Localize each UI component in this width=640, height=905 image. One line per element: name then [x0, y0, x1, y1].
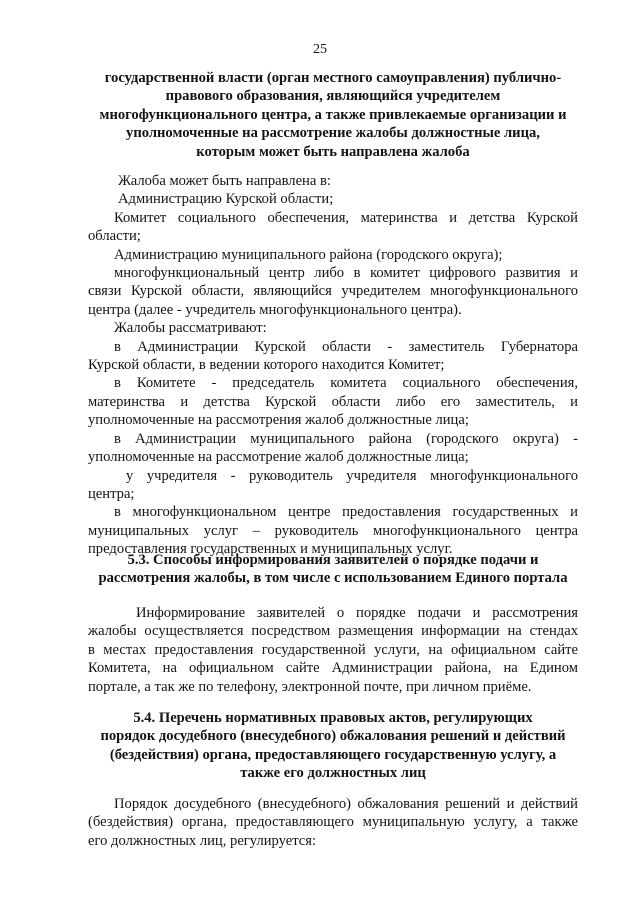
text-line: уполномоченные на рассмотрения жалоб должностные лица; [88, 412, 469, 429]
section-5-3-title [88, 551, 578, 588]
text-line: центра (далее - учредитель многофункционального центра). [88, 301, 462, 318]
section-title-line: также его должностных лиц [240, 765, 426, 782]
complaint-addressees-text [88, 172, 578, 559]
text-line: связи Курской области, являющийся учредителем многофункционального [88, 283, 578, 300]
section-title-line: 5.4. Перечень нормативных правовых актов, регулирующих [133, 710, 533, 726]
text-line: многофункциональный центр либо в комитет цифрового развития и [114, 265, 578, 282]
text-line: у учредителя - руководитель учредителя многофункционального [126, 467, 578, 484]
section-5-4-text [88, 795, 578, 850]
heading-line: которым может быть направлена жалоба [196, 143, 470, 160]
section-heading [88, 69, 578, 161]
text-line: в Комитете - председатель комитета социального обеспечения, [114, 375, 578, 392]
section-title-line: 5.3. Способы информирования заявителей о порядке подачи и [127, 552, 539, 568]
text-line: Жалоба может быть направлена в: [118, 173, 331, 189]
heading-line: правового образования, являющийся учредителем [165, 88, 501, 105]
text-line: (бездействия) органа, предоставляющего муниципальную услугу, а также [88, 814, 578, 831]
page-number: 25 [313, 42, 327, 57]
text-line: уполномоченные на рассмотрение жалоб должностные лица; [88, 449, 469, 466]
text-line: муниципальных услуг – руководитель многофункционального центра [88, 522, 578, 539]
section-5-4-title [88, 709, 578, 783]
text-line: в Администрации Курской области - заместитель Губернатора [114, 338, 578, 355]
text-line: Жалобы рассматривают: [114, 320, 267, 337]
text-line: Администрацию Курской области; [118, 191, 334, 208]
section-title-line: рассмотрения жалобы, в том числе с использованием Единого портала [98, 570, 568, 587]
text-line: Информирование заявителей о порядке подачи и рассмотрения [136, 605, 578, 621]
text-line: в многофункциональном центре предоставления государственных и [114, 504, 578, 521]
text-line: Администрацию муниципального района (городского округа); [114, 246, 503, 263]
heading-line: многофункционального центра, а также привлекаемые организации и [99, 106, 567, 123]
text-line: Курской области, в ведении которого находится Комитет; [88, 357, 445, 374]
text-line: материнства и детства Курской области либо его заместитель, и [88, 393, 578, 410]
text-line: центра; [88, 485, 135, 502]
text-line: его должностных лиц, регулируется: [88, 832, 317, 849]
heading-line: уполномоченные на рассмотрение жалобы должностные лица, [126, 125, 540, 142]
text-line: Порядок досудебного (внесудебного) обжалования решений и действий [114, 796, 578, 812]
text-line: Комитет социального обеспечения, материнства и детства Курской [114, 209, 578, 226]
text-line: области; [88, 228, 141, 245]
text-line: предоставления государственных и муниципальных услуг. [88, 541, 453, 558]
section-5-3-text [88, 604, 578, 696]
section-title-line: порядок досудебного (внесудебного) обжалования решений и действий [100, 728, 566, 745]
section-title-line: (бездействия) органа, предоставляющего государственную услугу, а [109, 746, 557, 763]
text-line: в Администрации муниципального района (городского округа) - [114, 430, 578, 447]
text-line: в местах предоставления государственной услуги, на официальном сайте [88, 641, 578, 658]
heading-line: государственной власти (орган местного самоуправления) публично- [104, 70, 562, 86]
text-line: жалобы осуществляется посредством размещения информации на стендах [88, 623, 578, 640]
text-line: портале, а так же по телефону, электронной почте, при личном приёме. [88, 678, 532, 695]
text-line: Комитета, на официальном сайте Администрации района, на Едином [88, 660, 578, 677]
